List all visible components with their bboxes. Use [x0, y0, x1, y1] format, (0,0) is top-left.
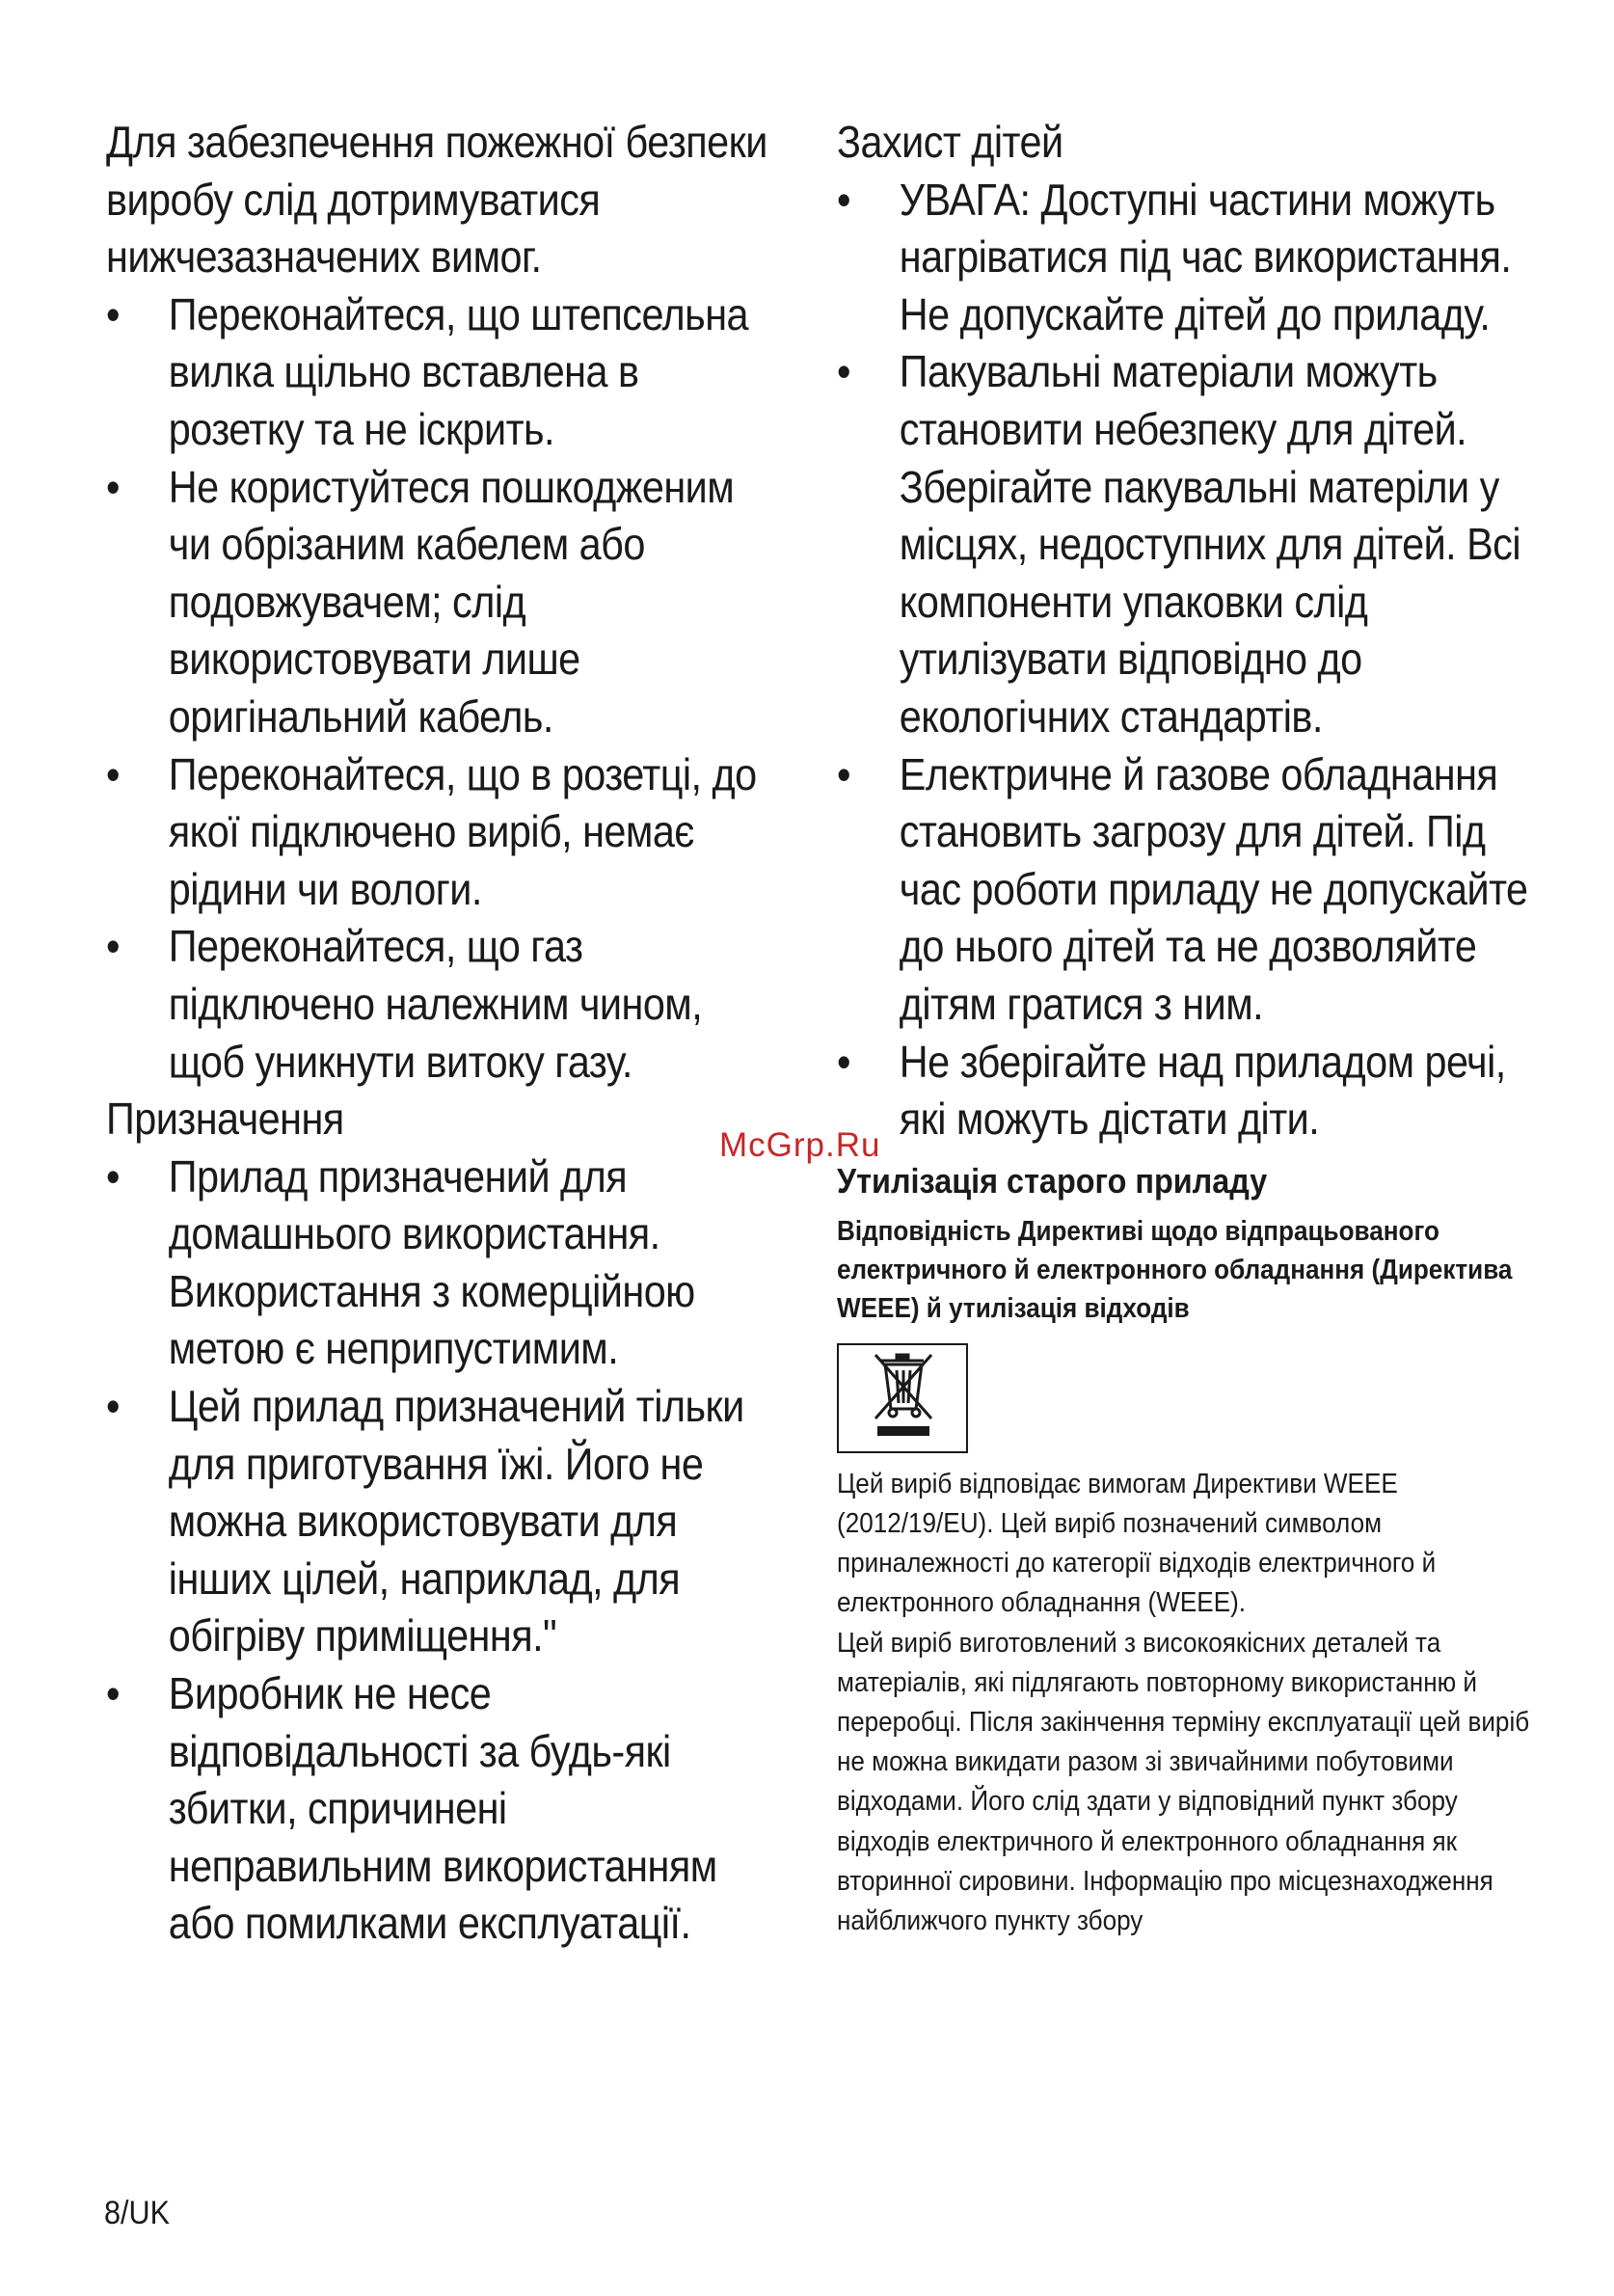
list-item: • Пакувальні матеріали можуть становити небезпеку для дітей. Зберігайте пакувальні матеріли у місцях, недоступних для дітей. Всі компоненти упаковки слід утилізувати відповідно до екологічних стандартів.: [837, 343, 1530, 745]
list-item: • Електричне й газове обладнання становить загрозу для дітей. Під час роботи приладу не допускайте до нього дітей та не дозволяйте дітям гратися з ним.: [837, 746, 1530, 1034]
watermark: McGrp.Ru: [719, 1126, 881, 1164]
child-safety-heading: Захист дітей: [837, 117, 1063, 167]
right-column: [837, 114, 1531, 1941]
list-item: • Переконайтеся, що в розетці, до якої підключено виріб, немає рідини чи вологи.: [106, 746, 780, 919]
list-item: • Переконайтеся, що штепсельна вилка щільно вставлена в розетку та не іскрить.: [106, 286, 780, 459]
fire-safety-list: [106, 286, 780, 1091]
child-safety-list: [837, 172, 1530, 1148]
list-item: • Не зберігайте над приладом речі, які можуть дістати діти.: [837, 1034, 1530, 1148]
disposal-heading: Утилізація старого приладу: [837, 1160, 1268, 1201]
purpose-list: [106, 1148, 780, 1953]
crossed-out-wheelie-bin-icon: [837, 1343, 968, 1453]
weee-paragraph-1: Цей виріб відповідає вимогам Директиви WEEE (2012/19/EU). Цей виріб позначений символом приналежності до категорії відходів електричного й електронного обладнання (WEEE).: [837, 1468, 1437, 1619]
fire-safety-intro: Для забезпечення пожежної безпеки виробу слід дотримуватися нижчезазначених вимог.: [106, 117, 767, 283]
purpose-heading: Призначення: [106, 1094, 344, 1145]
list-item: • Виробник не несе відповідальності за будь-які збитки, спричинені неправильним використанням або помилками експлуатації.: [106, 1665, 780, 1953]
list-item: • Переконайтеся, що газ підключено належним чином, щоб уникнути витоку газу.: [106, 918, 780, 1091]
page-number: 8/UK: [104, 2195, 171, 2231]
list-item: • Не користуйтеся пошкодженим чи обрізаним кабелем або подовжувачем; слід використовувати лише оригінальний кабель.: [106, 459, 780, 746]
weee-heading: Відповідність Директиві щодо відпрацьованого електричного й електронного обладнання (Директива WEEE) й утилізація відходів: [837, 1215, 1513, 1324]
list-item: • Прилад призначений для домашнього використання. Використання з комерційною метою є неприпустимим.: [106, 1148, 780, 1378]
left-column: [106, 114, 781, 1953]
weee-paragraph-2: Цей виріб виготовлений з високоякісних деталей та матеріалів, які підлягають повторному використанню й переробці. Після закінчення терміну експлуатації цей виріб не можна викидати разом зі звичайними побутовими відходами. Його слід здати у відповідний пункт збору відходів електричного й електронного обладнання як вторинної сировини. Інформацію про місцезнаходження найближчого пункту збору: [837, 1627, 1530, 1936]
list-item: • УВАГА: Доступні частини можуть нагріватися під час використання. Не допускайте дітей до приладу.: [837, 172, 1530, 344]
list-item: • Цей прилад призначений тільки для приготування їжі. Його не можна використовувати для інших цілей, наприклад, для обігріву приміщення.": [106, 1378, 780, 1665]
